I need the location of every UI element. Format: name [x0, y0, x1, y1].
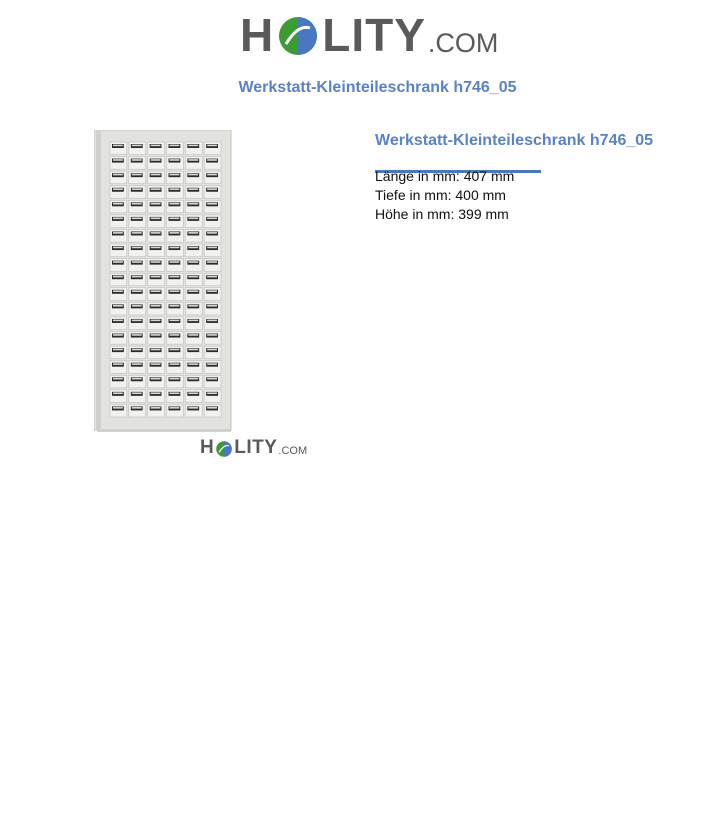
drawer-front — [129, 361, 146, 374]
drawer-front — [129, 200, 146, 213]
drawer-front — [204, 244, 221, 257]
holity-logo[interactable] — [240, 9, 499, 61]
drawer-front — [110, 186, 127, 199]
drawer-front — [185, 404, 202, 417]
drawer-label — [151, 203, 161, 205]
drawer-label — [207, 145, 217, 147]
drawer-label — [207, 349, 217, 351]
drawer-label — [207, 276, 217, 278]
drawer-front — [167, 390, 184, 403]
drawer-label — [207, 334, 217, 336]
drawer-front — [110, 288, 127, 301]
drawer-label — [132, 145, 142, 147]
drawer-label — [188, 276, 198, 278]
drawer-label — [113, 145, 123, 147]
drawer-label — [188, 290, 198, 292]
drawer-label — [207, 159, 217, 161]
drawer-front — [167, 200, 184, 213]
drawer-front — [167, 229, 184, 242]
drawer-front — [204, 404, 221, 417]
drawer-front — [148, 390, 165, 403]
drawer-label — [207, 261, 217, 263]
drawer-front — [185, 288, 202, 301]
drawer-front — [148, 404, 165, 417]
drawer-label — [151, 305, 161, 307]
drawer-label — [132, 305, 142, 307]
drawer-front — [129, 346, 146, 359]
drawer-label — [151, 159, 161, 161]
product-specs — [375, 167, 514, 224]
drawer-front — [148, 229, 165, 242]
drawer-label — [151, 145, 161, 147]
drawer-front — [129, 317, 146, 330]
drawer-label — [151, 349, 161, 351]
drawer-label — [132, 247, 142, 249]
drawer-front — [110, 302, 127, 315]
drawer-front — [129, 186, 146, 199]
drawer-label — [132, 392, 142, 394]
drawer-front — [167, 302, 184, 315]
drawer-label — [113, 276, 123, 278]
drawer-label — [170, 232, 180, 234]
drawer-label — [151, 363, 161, 365]
drawer-label — [151, 378, 161, 380]
holity-watermark-logo — [200, 438, 307, 458]
drawer-label — [207, 174, 217, 176]
drawer-front — [129, 404, 146, 417]
drawer-label — [188, 247, 198, 249]
drawer-front — [148, 273, 165, 286]
drawer-label — [113, 349, 123, 351]
drawer-front — [110, 404, 127, 417]
drawer-front — [148, 346, 165, 359]
product-heading: Werkstatt-Kleinteileschrank h746_05 — [375, 132, 654, 149]
drawer-front — [148, 332, 165, 345]
drawer-label — [151, 320, 161, 322]
drawer-label — [170, 276, 180, 278]
drawer-label — [188, 174, 198, 176]
watermark-text-lity: LITY — [234, 437, 278, 458]
drawer-label — [151, 247, 161, 249]
drawer-label — [170, 334, 180, 336]
drawer-label — [188, 232, 198, 234]
drawer-label — [113, 247, 123, 249]
drawer-front — [148, 317, 165, 330]
drawer-label — [188, 145, 198, 147]
drawer-front — [204, 259, 221, 272]
drawer-label — [170, 188, 180, 190]
drawer-front — [110, 157, 127, 170]
drawer-front — [185, 317, 202, 330]
drawer-front — [204, 346, 221, 359]
drawer-label — [113, 305, 123, 307]
drawer-front — [110, 332, 127, 345]
drawer-label — [188, 188, 198, 190]
logo-text-h: H — [240, 9, 275, 61]
drawer-label — [170, 217, 180, 219]
drawer-label — [113, 188, 123, 190]
drawer-label — [151, 407, 161, 409]
drawer-label — [207, 217, 217, 219]
drawer-label — [170, 247, 180, 249]
drawer-front — [110, 171, 127, 184]
drawer-front — [185, 157, 202, 170]
drawer-label — [170, 392, 180, 394]
drawer-label — [207, 247, 217, 249]
drawer-label — [132, 320, 142, 322]
drawer-label — [188, 334, 198, 336]
drawer-front — [110, 200, 127, 213]
drawer-front — [204, 390, 221, 403]
drawer-front — [204, 361, 221, 374]
drawer-label — [113, 363, 123, 365]
drawer-label — [132, 290, 142, 292]
drawer-label — [151, 188, 161, 190]
drawer-front — [129, 390, 146, 403]
drawer-front — [148, 215, 165, 228]
drawer-front — [185, 244, 202, 257]
drawer-front — [110, 244, 127, 257]
drawer-label — [132, 159, 142, 161]
drawer-label — [207, 378, 217, 380]
drawer-front — [129, 171, 146, 184]
drawer-front — [204, 332, 221, 345]
drawer-front — [148, 171, 165, 184]
drawer-label — [113, 159, 123, 161]
drawer-label — [170, 378, 180, 380]
drawer-label — [188, 349, 198, 351]
drawer-front — [110, 229, 127, 242]
drawer-front — [185, 346, 202, 359]
drawer-label — [207, 407, 217, 409]
drawer-front — [204, 302, 221, 315]
drawer-front — [167, 142, 184, 155]
drawer-front — [167, 244, 184, 257]
drawer-label — [132, 232, 142, 234]
drawer-label — [113, 261, 123, 263]
drawer-front — [110, 346, 127, 359]
drawer-front — [110, 375, 127, 388]
drawer-front — [148, 288, 165, 301]
drawer-label — [170, 363, 180, 365]
drawer-front — [204, 273, 221, 286]
drawer-front — [204, 186, 221, 199]
drawer-label — [132, 188, 142, 190]
drawer-front — [148, 157, 165, 170]
drawer-label — [132, 276, 142, 278]
drawer-front — [110, 259, 127, 272]
drawer-label — [170, 290, 180, 292]
drawer-front — [129, 215, 146, 228]
drawer-label — [170, 174, 180, 176]
drawer-front — [148, 244, 165, 257]
drawer-label — [151, 334, 161, 336]
watermark-o-mark-icon — [215, 440, 233, 458]
spec-depth: Tiefe in mm: 400 mm — [375, 187, 506, 203]
drawer-front — [167, 317, 184, 330]
drawer-front — [167, 361, 184, 374]
drawer-front — [129, 273, 146, 286]
drawer-front — [110, 317, 127, 330]
drawer-label — [188, 320, 198, 322]
drawer-label — [207, 290, 217, 292]
drawer-label — [113, 174, 123, 176]
drawer-label — [132, 363, 142, 365]
logo-text-com: .COM — [427, 28, 499, 58]
drawer-label — [113, 232, 123, 234]
drawer-front — [204, 317, 221, 330]
logo-text-lity: LITY — [322, 9, 426, 61]
drawer-front — [148, 200, 165, 213]
logo-o-mark-icon — [276, 14, 320, 58]
drawer-label — [151, 276, 161, 278]
drawer-front — [167, 186, 184, 199]
drawer-label — [113, 334, 123, 336]
drawer-front — [185, 229, 202, 242]
drawer-front — [129, 157, 146, 170]
drawer-label — [207, 188, 217, 190]
drawer-front — [185, 259, 202, 272]
drawer-front — [185, 332, 202, 345]
drawer-front — [129, 229, 146, 242]
drawer-label — [170, 145, 180, 147]
drawer-label — [113, 290, 123, 292]
spec-height: Höhe in mm: 399 mm — [375, 206, 509, 222]
drawer-label — [170, 305, 180, 307]
drawer-label — [151, 174, 161, 176]
drawer-front — [167, 375, 184, 388]
drawer-front — [204, 157, 221, 170]
drawer-label — [188, 203, 198, 205]
drawer-front — [185, 375, 202, 388]
drawer-label — [151, 392, 161, 394]
drawer-front — [167, 157, 184, 170]
drawer-label — [151, 217, 161, 219]
drawer-front — [167, 346, 184, 359]
drawer-label — [188, 392, 198, 394]
drawer-front — [185, 361, 202, 374]
drawer-front — [129, 244, 146, 257]
drawer-label — [132, 261, 142, 263]
drawer-front — [185, 302, 202, 315]
drawer-label — [113, 378, 123, 380]
drawer-label — [113, 320, 123, 322]
watermark-text-h: H — [200, 437, 215, 458]
drawer-front — [167, 171, 184, 184]
drawer-label — [188, 407, 198, 409]
drawer-front — [167, 215, 184, 228]
drawer-label — [188, 363, 198, 365]
drawer-label — [113, 392, 123, 394]
drawer-label — [151, 290, 161, 292]
product-image — [94, 130, 234, 434]
drawer-label — [151, 232, 161, 234]
drawer-label — [132, 203, 142, 205]
drawer-front — [129, 288, 146, 301]
drawer-front — [204, 200, 221, 213]
drawer-label — [170, 349, 180, 351]
watermark-text-com: .COM — [278, 445, 308, 457]
drawer-front — [204, 229, 221, 242]
drawer-label — [207, 363, 217, 365]
drawer-front — [129, 332, 146, 345]
drawer-front — [167, 273, 184, 286]
drawer-front — [148, 142, 165, 155]
drawer-label — [132, 378, 142, 380]
drawer-label — [170, 159, 180, 161]
drawer-front — [185, 142, 202, 155]
spec-length: Länge in mm: 407 mm — [375, 168, 515, 184]
drawer-front — [204, 171, 221, 184]
drawer-label — [132, 407, 142, 409]
drawer-front — [204, 142, 221, 155]
drawer-label — [113, 407, 123, 409]
drawer-label — [188, 305, 198, 307]
drawer-front — [167, 288, 184, 301]
drawer-front — [185, 171, 202, 184]
drawer-label — [170, 203, 180, 205]
drawer-label — [207, 320, 217, 322]
drawer-front — [167, 332, 184, 345]
drawer-label — [170, 407, 180, 409]
drawer-front — [204, 375, 221, 388]
drawer-front — [148, 186, 165, 199]
drawer-label — [170, 261, 180, 263]
drawer-label — [207, 305, 217, 307]
drawer-front — [110, 142, 127, 155]
drawer-label — [151, 261, 161, 263]
drawer-front — [110, 273, 127, 286]
drawer-front — [129, 375, 146, 388]
drawer-label — [207, 392, 217, 394]
drawer-front — [185, 200, 202, 213]
drawer-label — [188, 378, 198, 380]
drawer-front — [185, 273, 202, 286]
drawer-front — [185, 215, 202, 228]
drawer-label — [170, 320, 180, 322]
drawer-front — [204, 288, 221, 301]
drawer-front — [110, 215, 127, 228]
drawer-front — [148, 361, 165, 374]
drawer-front — [129, 259, 146, 272]
drawer-front — [185, 390, 202, 403]
page-title: Werkstatt-Kleinteileschrank h746_05 — [238, 79, 517, 96]
drawer-front — [110, 361, 127, 374]
drawer-label — [132, 334, 142, 336]
drawer-front — [148, 259, 165, 272]
drawer-front — [167, 259, 184, 272]
drawer-front — [204, 215, 221, 228]
drawer-label — [188, 261, 198, 263]
drawer-front — [148, 375, 165, 388]
drawer-label — [207, 203, 217, 205]
drawer-label — [188, 159, 198, 161]
drawer-front — [167, 404, 184, 417]
drawer-label — [207, 232, 217, 234]
drawer-label — [132, 217, 142, 219]
drawer-label — [132, 174, 142, 176]
drawer-label — [132, 349, 142, 351]
cabinet-side — [96, 131, 101, 429]
drawer-front — [129, 142, 146, 155]
drawer-front — [129, 302, 146, 315]
drawer-front — [110, 390, 127, 403]
drawer-front — [148, 302, 165, 315]
drawer-label — [188, 217, 198, 219]
drawer-label — [113, 217, 123, 219]
drawer-label — [113, 203, 123, 205]
drawer-front — [185, 186, 202, 199]
